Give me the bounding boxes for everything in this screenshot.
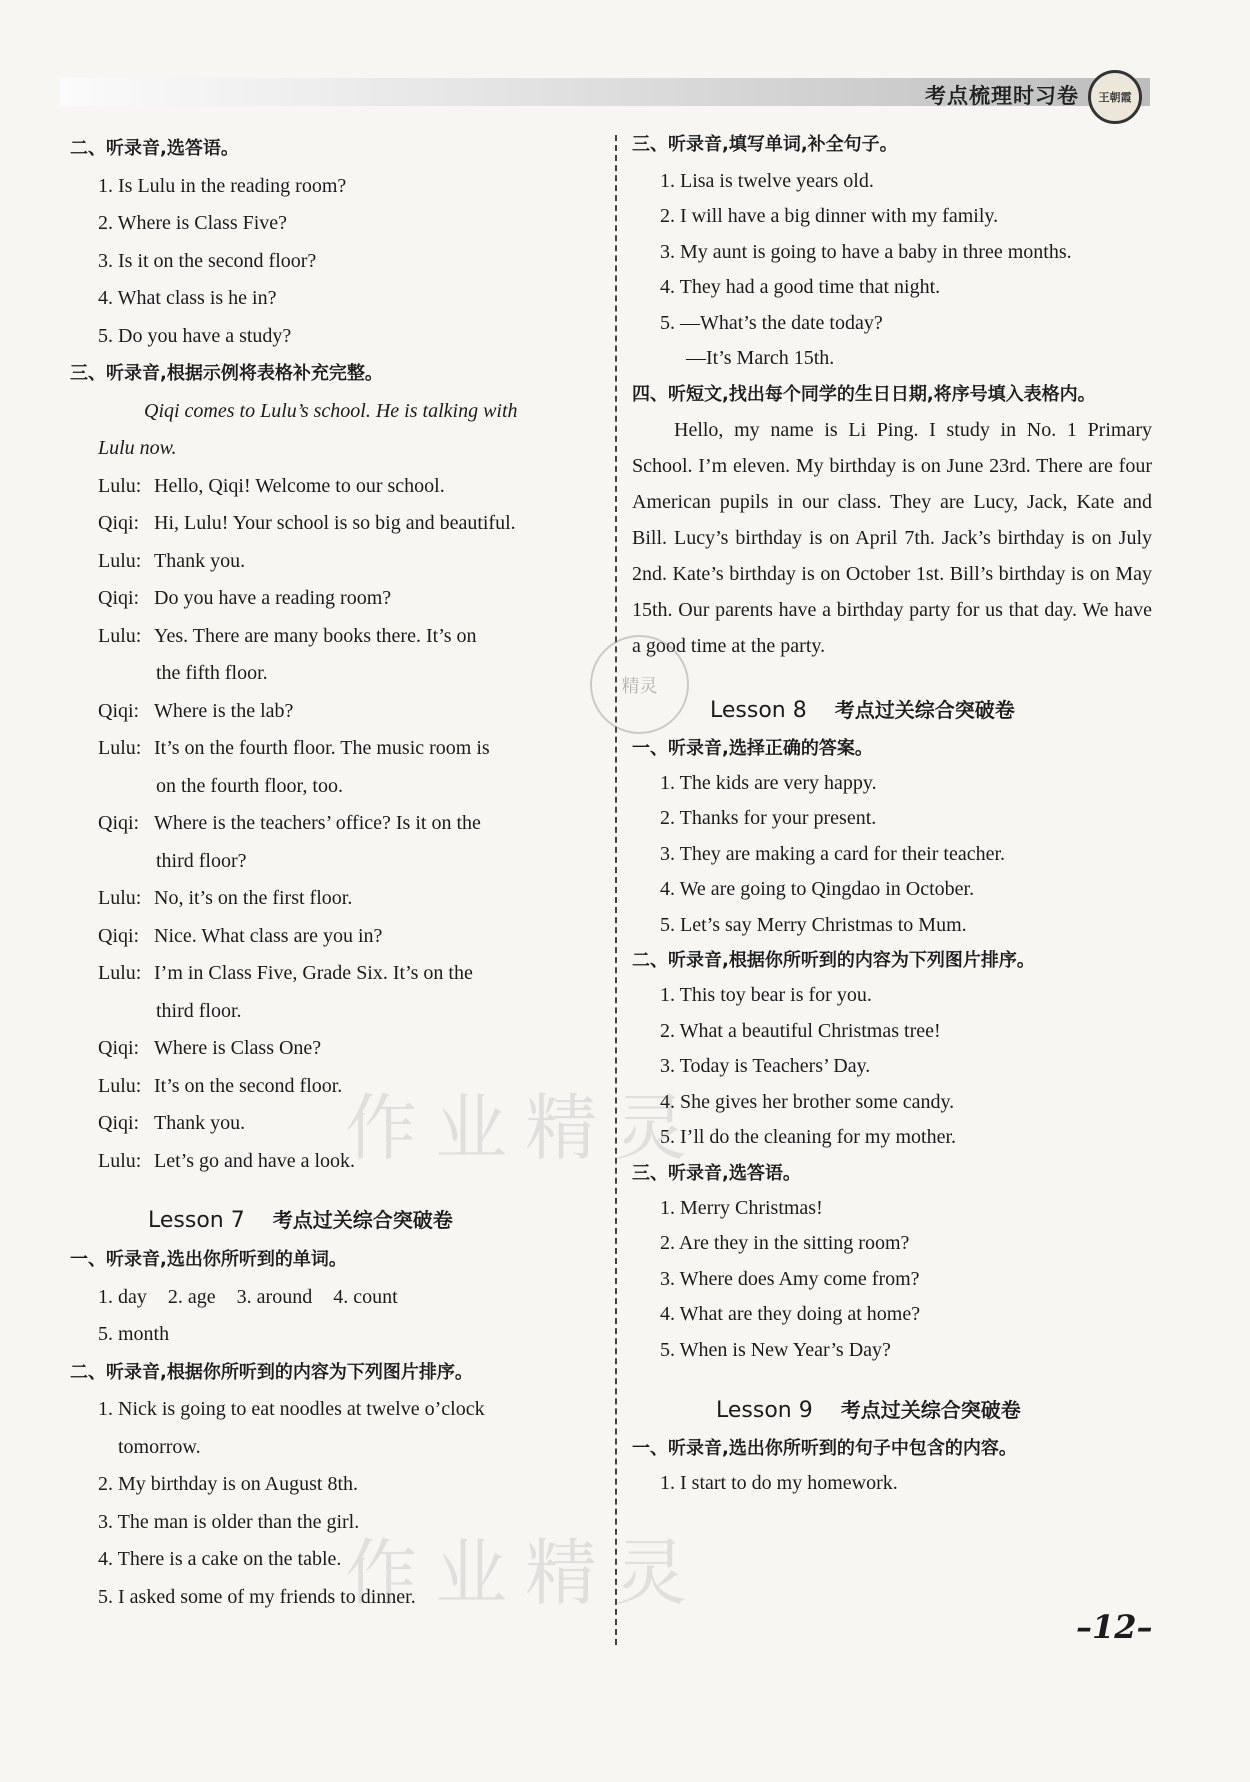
list-item: 1. Nick is going to eat noodles at twelve o’clock bbox=[98, 1398, 485, 1420]
speaker: Qiqi: bbox=[98, 1037, 140, 1059]
section-title: 三、听录音,填写单词,补全句子。 bbox=[632, 134, 898, 155]
list-item: 5. —What’s the date today? bbox=[660, 311, 883, 334]
list-item: 1. The kids are very happy. bbox=[660, 771, 877, 794]
speaker: Lulu: bbox=[98, 962, 142, 984]
list-item: 5. I asked some of my friends to dinner. bbox=[98, 1585, 416, 1608]
section-title: 三、听录音,根据示例将表格补充完整。 bbox=[70, 363, 383, 384]
dialog-line bbox=[70, 955, 590, 993]
list-item: 2. Are they in the sitting room? bbox=[660, 1232, 910, 1254]
dialog-text: It’s on the second floor. bbox=[154, 1074, 343, 1097]
dialog-text: Where is Class One? bbox=[154, 1037, 322, 1059]
list-item: 4. She gives her brother some candy. bbox=[660, 1090, 955, 1113]
dialog-line bbox=[70, 468, 590, 506]
section-title: 一、听录音,选出你所听到的句子中包含的内容。 bbox=[632, 1438, 1017, 1459]
list-item: 5. I’ll do the cleaning for my mother. bbox=[660, 1126, 957, 1148]
list-item: 3. Where does Amy come from? bbox=[660, 1267, 920, 1290]
list-item: 4. What class is he in? bbox=[98, 287, 277, 309]
speaker: Lulu: bbox=[98, 737, 142, 759]
dialog-text: Where is the teachers’ office? Is it on the bbox=[154, 812, 481, 834]
speaker: Qiqi: bbox=[98, 812, 140, 834]
section-title: 一、听录音,选择正确的答案。 bbox=[632, 737, 873, 759]
list-item-continuation: tomorrow. bbox=[118, 1435, 201, 1458]
list-item: 2. My birthday is on August 8th. bbox=[98, 1473, 359, 1495]
dialog-line bbox=[70, 805, 590, 843]
dialog-continuation: third floor? bbox=[156, 849, 247, 872]
section-title: 一、听录音,选出你所听到的单词。 bbox=[70, 1249, 347, 1270]
lesson-subtitle: 考点过关综合突破卷 bbox=[834, 697, 1015, 722]
dialog-line bbox=[70, 693, 590, 731]
list-item: 5. Do you have a study? bbox=[98, 324, 292, 347]
logo-text: 王朝霞 bbox=[1098, 91, 1132, 104]
section-title: 四、听短文,找出每个同学的生日日期,将序号填入表格内。 bbox=[632, 383, 1096, 405]
list-item: 4. They had a good time that night. bbox=[660, 276, 941, 298]
speaker: Lulu: bbox=[98, 474, 142, 497]
speaker: Lulu: bbox=[98, 624, 142, 647]
list-item: 2. I will have a big dinner with my family. bbox=[660, 205, 999, 227]
word-option: 4. count bbox=[333, 1285, 398, 1308]
section-title: 二、听录音,根据你所听到的内容为下列图片排序。 bbox=[632, 950, 1035, 971]
section-title: 三、听录音,选答语。 bbox=[632, 1162, 801, 1184]
speaker: Lulu: bbox=[98, 1074, 142, 1097]
lesson-heading bbox=[632, 1390, 1152, 1431]
dialog-text: It’s on the fourth floor. The music room is bbox=[154, 737, 490, 759]
word-option: 1. day bbox=[98, 1285, 147, 1308]
dialog-line bbox=[70, 618, 590, 656]
lesson-subtitle: 考点过关综合突破卷 bbox=[840, 1398, 1021, 1422]
list-item: 4. There is a cake on the table. bbox=[98, 1548, 342, 1570]
dialog-text: Hello, Qiqi! Welcome to our school. bbox=[154, 474, 445, 497]
dialog-text: Where is the lab? bbox=[154, 699, 294, 722]
dialog-text: Hi, Lulu! Your school is so big and beautiful. bbox=[154, 512, 516, 534]
speaker: Lulu: bbox=[98, 549, 142, 572]
speaker: Lulu: bbox=[98, 1149, 142, 1172]
lesson-heading bbox=[632, 690, 1152, 731]
left-column bbox=[70, 130, 590, 1616]
stamp bbox=[590, 635, 689, 734]
list-item: 2. Where is Class Five? bbox=[98, 212, 288, 234]
watermark: 作业精灵 bbox=[345, 1086, 706, 1170]
list-item: 1. Lisa is twelve years old. bbox=[660, 169, 874, 192]
dialog-line bbox=[70, 543, 590, 581]
speaker: Lulu: bbox=[98, 887, 142, 909]
list-item: 3. They are making a card for their teacher. bbox=[660, 842, 1006, 865]
word-options bbox=[70, 1279, 590, 1317]
dialog-text: Nice. What class are you in? bbox=[154, 924, 383, 947]
dialog-text: I’m in Class Five, Grade Six. It’s on the bbox=[154, 962, 473, 984]
list-item: 2. What a beautiful Christmas tree! bbox=[660, 1019, 941, 1042]
list-item: 1. Is Lulu in the reading room? bbox=[98, 174, 347, 197]
section-title: 二、听录音,选答语。 bbox=[70, 138, 239, 159]
dialog-text: Thank you. bbox=[154, 549, 246, 572]
dialog-line bbox=[70, 505, 590, 543]
dialog-text: Yes. There are many books there. It’s on bbox=[154, 624, 477, 647]
right-column bbox=[632, 126, 1152, 1502]
list-item: 4. What are they doing at home? bbox=[660, 1303, 921, 1325]
list-item: 2. Thanks for your present. bbox=[660, 807, 877, 829]
list-item: 1. Merry Christmas! bbox=[660, 1196, 823, 1219]
list-item-answer: —It’s March 15th. bbox=[686, 347, 835, 369]
word-option: 2. age bbox=[167, 1285, 216, 1308]
list-item: 3. My aunt is going to have a baby in three months. bbox=[660, 240, 1072, 263]
lesson-label: Lesson 8 bbox=[710, 697, 807, 723]
lesson-subtitle: 考点过关综合突破卷 bbox=[272, 1208, 453, 1232]
dialog-continuation: third floor. bbox=[156, 999, 242, 1022]
list-item: 4. We are going to Qingdao in October. bbox=[660, 878, 975, 900]
dialog-line bbox=[70, 880, 590, 918]
list-item: 5. When is New Year’s Day? bbox=[660, 1338, 891, 1361]
list-item: 5. Let’s say Merry Christmas to Mum. bbox=[660, 913, 967, 936]
speaker: Qiqi: bbox=[98, 699, 140, 722]
lesson-label: Lesson 9 bbox=[716, 1398, 813, 1423]
speaker: Qiqi: bbox=[98, 512, 140, 534]
publisher-logo bbox=[1088, 70, 1142, 124]
column-divider bbox=[615, 135, 617, 1645]
speaker: Qiqi: bbox=[98, 924, 140, 947]
dialog-line bbox=[70, 918, 590, 956]
intro-text: Lulu now. bbox=[98, 437, 177, 459]
dialog-line bbox=[70, 730, 590, 768]
word-option: 3. around bbox=[236, 1285, 313, 1308]
header-title: 考点梳理时习卷 bbox=[925, 84, 1079, 108]
dialog-text: No, it’s on the first floor. bbox=[154, 887, 353, 909]
dialog-line bbox=[70, 1030, 590, 1068]
list-item: 3. Is it on the second floor? bbox=[98, 249, 317, 272]
list-item: 3. The man is older than the girl. bbox=[98, 1510, 360, 1533]
dialog-text: Let’s go and have a look. bbox=[154, 1149, 356, 1172]
lesson-heading bbox=[70, 1200, 590, 1241]
speaker: Qiqi: bbox=[98, 587, 140, 609]
word-option: 5. month bbox=[98, 1323, 170, 1345]
dialog-continuation: the fifth floor. bbox=[156, 662, 268, 684]
list-item: 1. This toy bear is for you. bbox=[660, 984, 872, 1006]
section-title: 二、听录音,根据你所听到的内容为下列图片排序。 bbox=[70, 1361, 473, 1383]
lesson-label: Lesson 7 bbox=[148, 1208, 245, 1233]
page-number: –12– bbox=[1076, 1608, 1153, 1646]
dialog-text: Do you have a reading room? bbox=[154, 587, 392, 609]
dialog-continuation: on the fourth floor, too. bbox=[156, 774, 343, 797]
watermark: 作业精灵 bbox=[345, 1531, 706, 1615]
stamp-text: 精灵 bbox=[621, 675, 658, 697]
speaker: Qiqi: bbox=[98, 1112, 140, 1134]
reading-passage: Hello, my name is Li Ping. I study in No. 1 Primary School. I’m eleven. My birthday is on June 23rd. There are four American pupils in our class. They are Lucy, Jack, Kate and Bill. Lucy’s birthday is on April 7th. Jack’s birthday is on July 2nd. Kate’s birthday is on October 1st. Bill’s birthday is on May 15th. Our parents have a birthday party for us that day. We have a good time at the party. bbox=[632, 418, 1152, 657]
list-item: 3. Today is Teachers’ Day. bbox=[660, 1055, 871, 1077]
list-item: 1. I start to do my homework. bbox=[660, 1472, 898, 1494]
intro-text: Qiqi comes to Lulu’s school. He is talking with bbox=[144, 399, 518, 422]
dialog-text: Thank you. bbox=[154, 1112, 246, 1134]
dialog-line bbox=[70, 580, 590, 618]
